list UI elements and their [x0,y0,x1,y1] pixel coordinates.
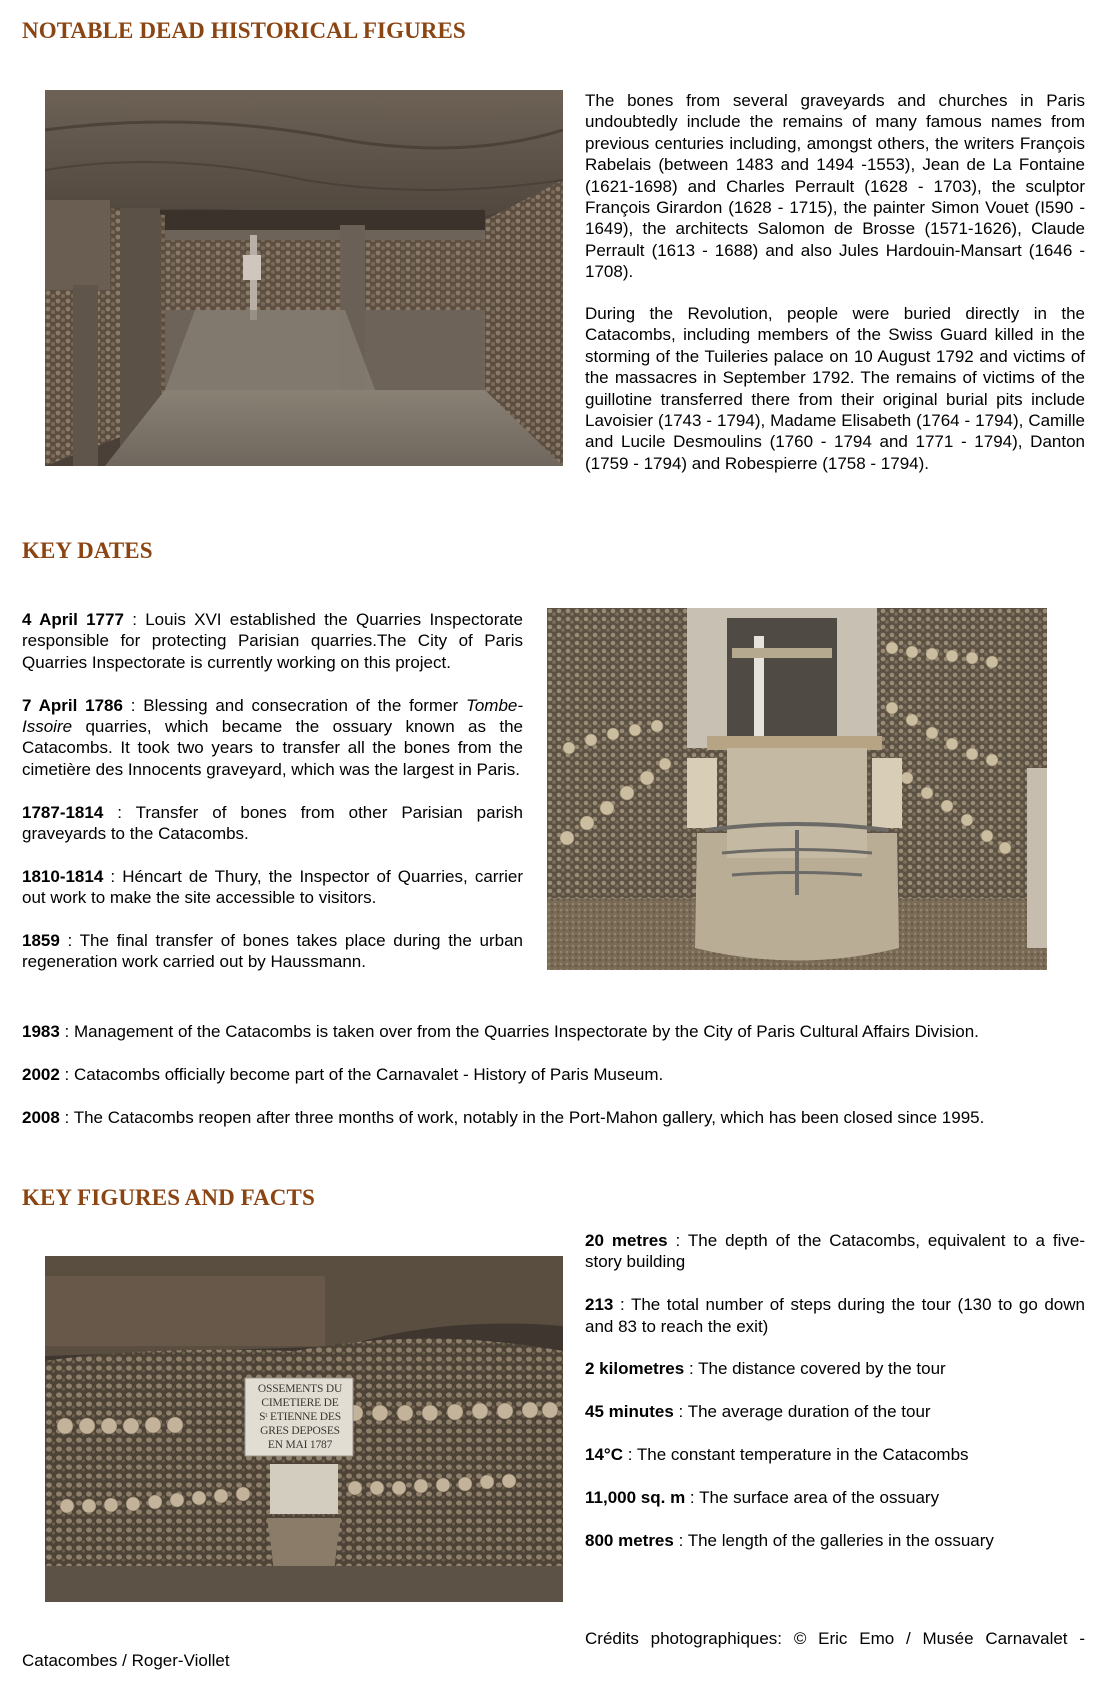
fact-figure: 2 kilometres [585,1359,685,1379]
date-entry-wide: 1983 : Management of the Catacombs is taken over from the Quarries Inspectorate by the City of Paris Cultural Affairs Division. [22,1022,979,1041]
date-description: The Catacombs reopen after three months of work, notably in the Port-Mahon gallery, which has been closed since 1995. [73,1108,985,1127]
quarry-name-italic: Tombe-Issoire [22,695,524,737]
fact-figure: 20 metres [585,1231,668,1250]
fact-figure: 213 [585,1295,614,1315]
date-label: 1983 [22,1022,60,1041]
fact-description: The surface area of the ossuary [699,1487,940,1507]
photo-catacombs-gallery [45,90,563,466]
date-description: Blessing and consecration of the former [143,695,467,715]
fact-figure: 800 metres [585,1530,674,1550]
photo-catacombs-well [547,608,1047,970]
date-label: 2008 [22,1108,60,1127]
fact-entry: 14°C : The constant temperature in the Catacombs [585,1445,969,1464]
date-description: Transfer of bones from other Parisian parish graveyards to the Catacombs. [22,802,523,844]
fact-description: The length of the galleries in the ossuary [687,1530,994,1550]
section-heading-notable-figures: NOTABLE DEAD HISTORICAL FIGURES [22,18,466,43]
fact-description: The total number of steps during the tour (130 to go down and 83 to reach the exit) [585,1295,1085,1336]
fact-figure: 11,000 sq. m [585,1487,686,1507]
date-label: 1810-1814 [22,866,104,886]
date-description: The final transfer of bones takes place during the urban regeneration work carried out by Haussmann. [22,931,523,972]
photo-credits-line-2: Catacombes / Roger-Viollet [22,1651,230,1670]
photo-catacombs-plaque [45,1256,563,1602]
photo-credits-line-1: Crédits photographiques: © Eric Emo / Musée Carnavalet - [585,1629,1085,1648]
section-heading-key-dates: KEY DATES [22,538,153,563]
date-description: Héncart de Thury, the Inspector of Quarries, carrier out work to make the site accessible to visitors. [22,866,523,908]
facts-list [585,1230,1085,1572]
notable-paragraph-2: During the Revolution, people were buried directly in the Catacombs, including members of the Swiss Guard killed in the storming of the Tuileries palace on 10 August 1792 and victims of the massacres in September 1792. The remains of victims of the guillotine transferred there from their original burial pits include Lavoisier (1743 - 1794), Madame Elisabeth (1764 - 1794), Camille and Lucile Desmoulins (1760 - 1794 and 1771 - 1794), Danton (1759 - 1794) and Robespierre (1758 - 1794). [585,304,1085,473]
date-entry: 7 April 1786 : Blessing and consecration of the former Tombe-Issoire quarries, which became the ossuary known as the Catacombs. It took two years to transfer all the bones from the cimetière des Innocents graveyard, which was the largest in Paris. [22,695,524,779]
date-description: Catacombs officially become part of the Carnavalet - History of Paris Museum. [74,1065,664,1084]
date-label: 1859 [22,931,60,951]
date-label: 2002 [22,1065,60,1084]
notable-paragraph-1: The bones from several graveyards and churches in Paris undoubtedly include the remains of many famous names from previous centuries including, amongst others, the writers François Rabelais (between 1483 and 1494 -1553), Jean de La Fontaine (1621-1698) and Charles Perrault (1628 - 1703), the sculptor François Girardon (1628 - 1715), the painter Simon Vouet (I590 - 1649), the architects Salomon de Brosse (1571-1626), Claude Perrault (1613 - 1688) and also Jules Hardouin-Mansart (1646 - 1708). [585,91,1085,282]
fact-description: The distance covered by the tour [698,1359,946,1379]
fact-description: The constant temperature in the Catacombs [636,1445,969,1464]
date-description: quarries, which became the ossuary known as the Catacombs. It took two years to transfer all the bones from the cimetière des Innocents graveyard, which was the largest in Paris. [22,717,523,779]
fact-description: The average duration of the tour [687,1402,931,1422]
plaque-text: OSSEMENTS DU CIMETIERE DE Sᵗ ETIENNE DES GRES DEPOSES EN MAI 1787 [257,1383,343,1451]
fact-entry: 11,000 sq. m : The surface area of the ossuary [585,1487,940,1507]
fact-figure: 14°C [585,1445,623,1464]
fact-figure: 45 minutes [585,1402,674,1422]
well-photo-illustration [547,608,1047,970]
date-label: 7 April 1786 [22,695,123,715]
gallery-photo-illustration [45,90,563,466]
fact-entry: 800 metres : The length of the galleries in the ossuary [585,1530,994,1550]
fact-entry: 213 : The total number of steps during the tour (130 to go down and 83 to reach the exit) [585,1295,1085,1336]
date-entry: 4 April 1777 : Louis XVI established the Quarries Inspectorate responsible for protecting Parisian quarries.The City of Paris Quarries Inspectorate is currently working on this project. [22,610,524,672]
date-entry: 1859 : The final transfer of bones takes place during the urban regeneration work carried out by Haussmann. [22,931,523,972]
date-label: 4 April 1777 [22,610,124,629]
fact-entry: 45 minutes : The average duration of the tour [585,1402,931,1422]
fact-description: The depth of the Catacombs, equivalent to a five-story building [585,1231,1085,1272]
key-dates-list [22,609,523,994]
date-entry: 1787-1814 : Transfer of bones from other Parisian parish graveyards to the Catacombs. [22,802,523,844]
section-heading-key-figures: KEY FIGURES AND FACTS [22,1185,315,1210]
fact-entry: 20 metres : The depth of the Catacombs, equivalent to a five-story building [585,1231,1085,1272]
date-entry: 1810-1814 : Héncart de Thury, the Inspector of Quarries, carrier out work to make the site accessible to visitors. [22,866,523,908]
fact-entry: 2 kilometres : The distance covered by the tour [585,1359,946,1379]
date-description: Louis XVI established the Quarries Inspectorate responsible for protecting Parisian quarries.The City of Paris Quarries Inspectorate is currently working on this project. [22,610,524,672]
date-entry-wide: 2008 : The Catacombs reopen after three months of work, notably in the Port-Mahon gallery, which has been closed since 1995. [22,1108,985,1127]
date-description: Management of the Catacombs is taken over from the Quarries Inspectorate by the City of Paris Cultural Affairs Division. [74,1022,979,1041]
date-label: 1787-1814 [22,802,104,822]
date-entry-wide: 2002 : Catacombs officially become part of the Carnavalet - History of Paris Museum. [22,1065,664,1084]
